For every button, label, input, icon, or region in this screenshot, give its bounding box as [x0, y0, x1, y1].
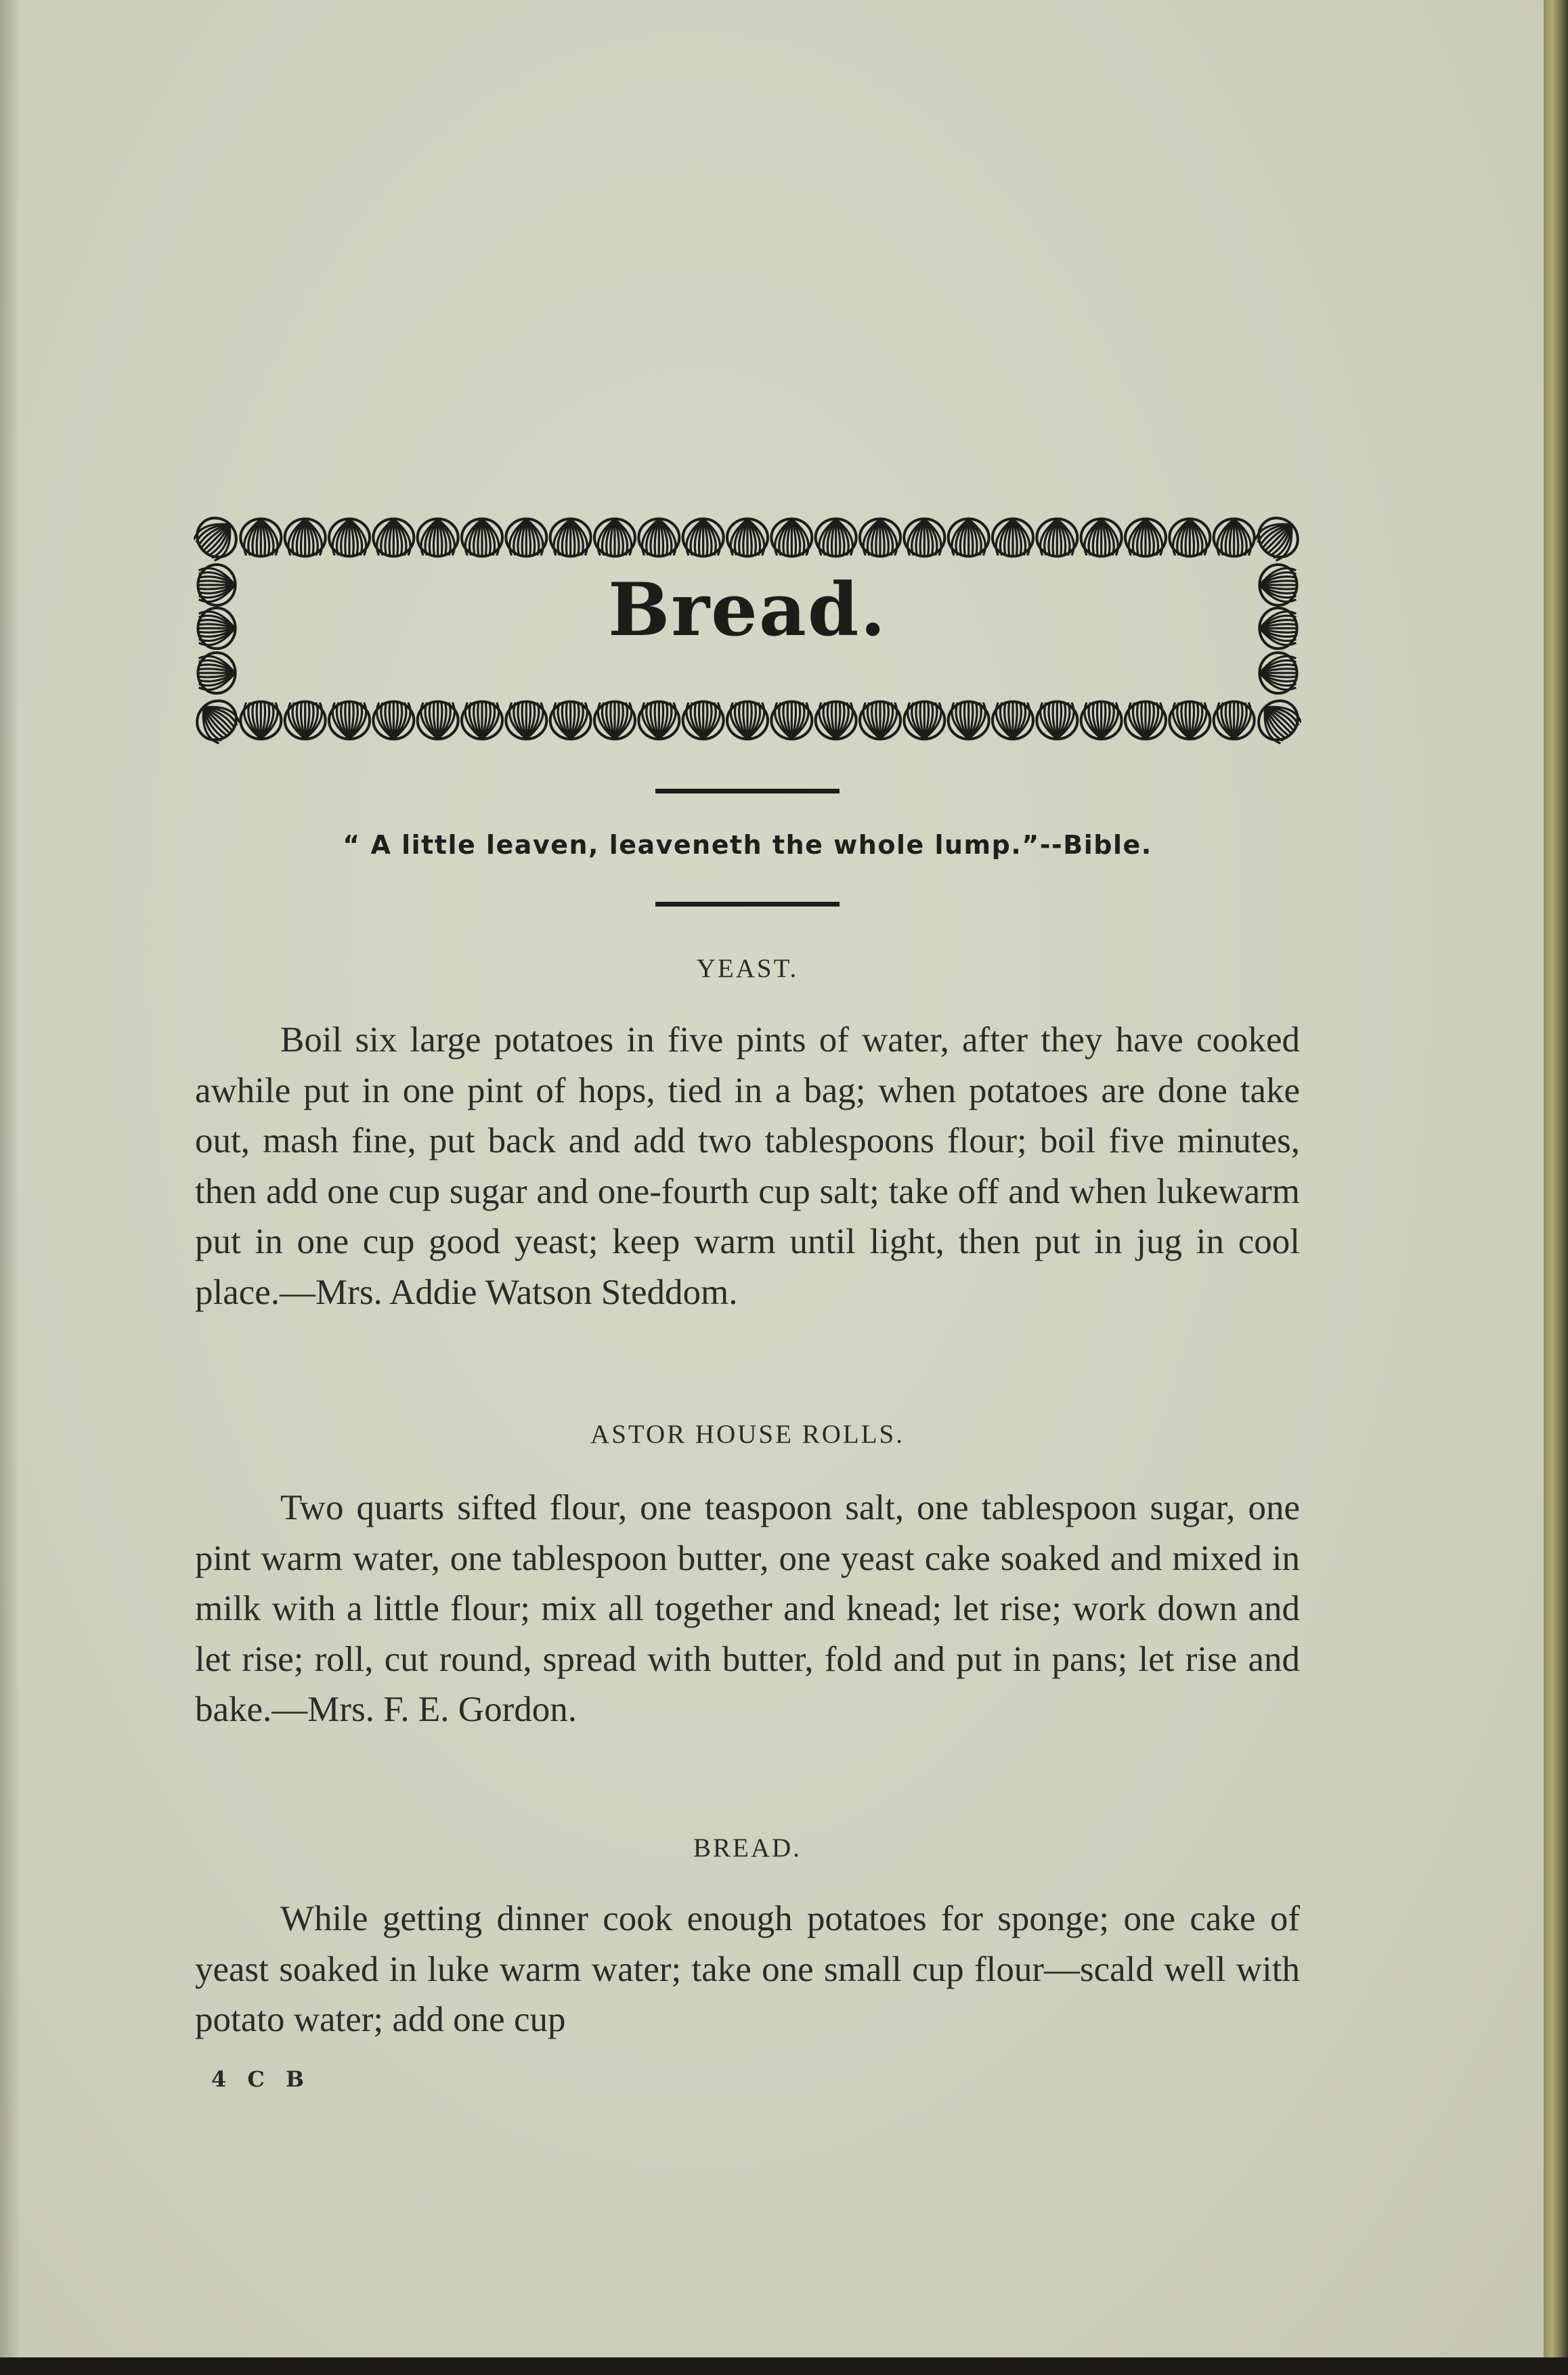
- recipe-heading-yeast: YEAST.: [696, 954, 799, 983]
- shell-ornament: [727, 701, 768, 739]
- bottom-rule: [655, 902, 840, 907]
- shell-ornament: [904, 519, 944, 556]
- shell-ornament: [373, 701, 414, 739]
- shell-ornament: [594, 701, 635, 739]
- shell-ornament: [329, 701, 370, 739]
- ornamental-title-frame: [194, 513, 1301, 745]
- scan-bottom-border: [0, 2357, 1568, 2375]
- shell-ornament: [418, 519, 458, 556]
- shell-ornament: [860, 519, 900, 556]
- shell-ornament: [1259, 653, 1297, 693]
- shell-ornament: [993, 519, 1033, 556]
- shell-ornament: [949, 701, 989, 739]
- shell-ornament: [1169, 701, 1210, 739]
- shell-ornament: [198, 653, 235, 693]
- shell-ornament: [1037, 701, 1077, 739]
- shell-ornament: [373, 519, 414, 556]
- page-edge: [1544, 0, 1568, 2357]
- shell-ornament: [1214, 519, 1255, 556]
- shell-ornament: [550, 701, 591, 739]
- shell-ornament: [1081, 701, 1122, 739]
- recipe-text-astor-house-rolls: Two quarts sifted flour, one teaspoon salt, one tablespoon sugar, one pint warm water, one tablespoon butter, one yeast cake soaked and mixed in milk with a little flour; mix all together and knead; let rise; work down and let rise; roll, cut round, spread with butter, fold and put in pans; let rise and bake.—Mrs. F. E. Gordon.: [195, 1488, 1300, 1729]
- shell-ornament: [194, 693, 244, 745]
- shell-ornament: [860, 701, 900, 739]
- shell-ornament: [816, 519, 856, 556]
- shell-ornament: [727, 519, 768, 556]
- shell-ornament: [418, 701, 458, 739]
- shell-ornament: [1250, 693, 1301, 745]
- shell-ornament: [1214, 701, 1255, 739]
- shell-ornament: [771, 519, 812, 556]
- recipe-text-bread: While getting dinner cook enough potatoes for sponge; one cake of yeast soaked in luke warm water; take one small cup flour—scald well with potato water; add one cup: [195, 1899, 1300, 2039]
- shell-ornament: [904, 701, 944, 739]
- shell-ornament: [1250, 513, 1301, 565]
- shell-ornament: [1125, 701, 1166, 739]
- shell-ornament: [462, 701, 502, 739]
- shell-ornament: [240, 701, 281, 739]
- shell-ornament: [506, 701, 546, 739]
- shell-ornament: [993, 701, 1033, 739]
- shell-ornament: [1081, 519, 1122, 556]
- recipe-heading-astor-house-rolls: ASTOR HOUSE ROLLS.: [590, 1420, 905, 1449]
- shell-ornament: [1125, 519, 1166, 556]
- shell-ornament: [329, 519, 370, 556]
- shell-ornament: [550, 519, 591, 556]
- shell-ornament: [240, 519, 281, 556]
- shell-ornament: [506, 519, 546, 556]
- gutter-shadow: [0, 0, 20, 2357]
- shell-ornament: [816, 701, 856, 739]
- section-title: Bread.: [608, 567, 887, 653]
- epigraph-quote: “ A little leaven, leaveneth the whole lump.”--Bible.: [343, 830, 1152, 860]
- printer-signature: 4 C B: [211, 2066, 311, 2092]
- shell-ornament: [771, 701, 812, 739]
- shell-ornament: [1037, 519, 1077, 556]
- shell-ornament: [285, 701, 326, 739]
- shell-ornament: [194, 513, 244, 565]
- shell-ornament: [462, 519, 502, 556]
- top-rule: [655, 789, 840, 793]
- recipe-text-yeast: Boil six large potatoes in five pints of water, after they have cooked awhile put in one pint of hops, tied in a bag; when potatoes are done take out, mash fine, put back and add two tablespoons flour; boil five minutes, then add one cup sugar and one-fourth cup salt; take off and when lukewarm put in one cup good yeast; keep warm until light, then put in jug in cool place.—Mrs. Addie Watson Steddom.: [195, 1020, 1300, 1312]
- shell-ornament: [638, 701, 679, 739]
- shell-ornament: [1169, 519, 1210, 556]
- shell-ornament: [594, 519, 635, 556]
- shell-ornament: [285, 519, 326, 556]
- recipe-heading-bread: BREAD.: [693, 1833, 802, 1862]
- shell-ornament: [683, 519, 724, 556]
- shell-ornament: [683, 701, 724, 739]
- shell-ornament: [949, 519, 989, 556]
- shell-ornament: [638, 519, 679, 556]
